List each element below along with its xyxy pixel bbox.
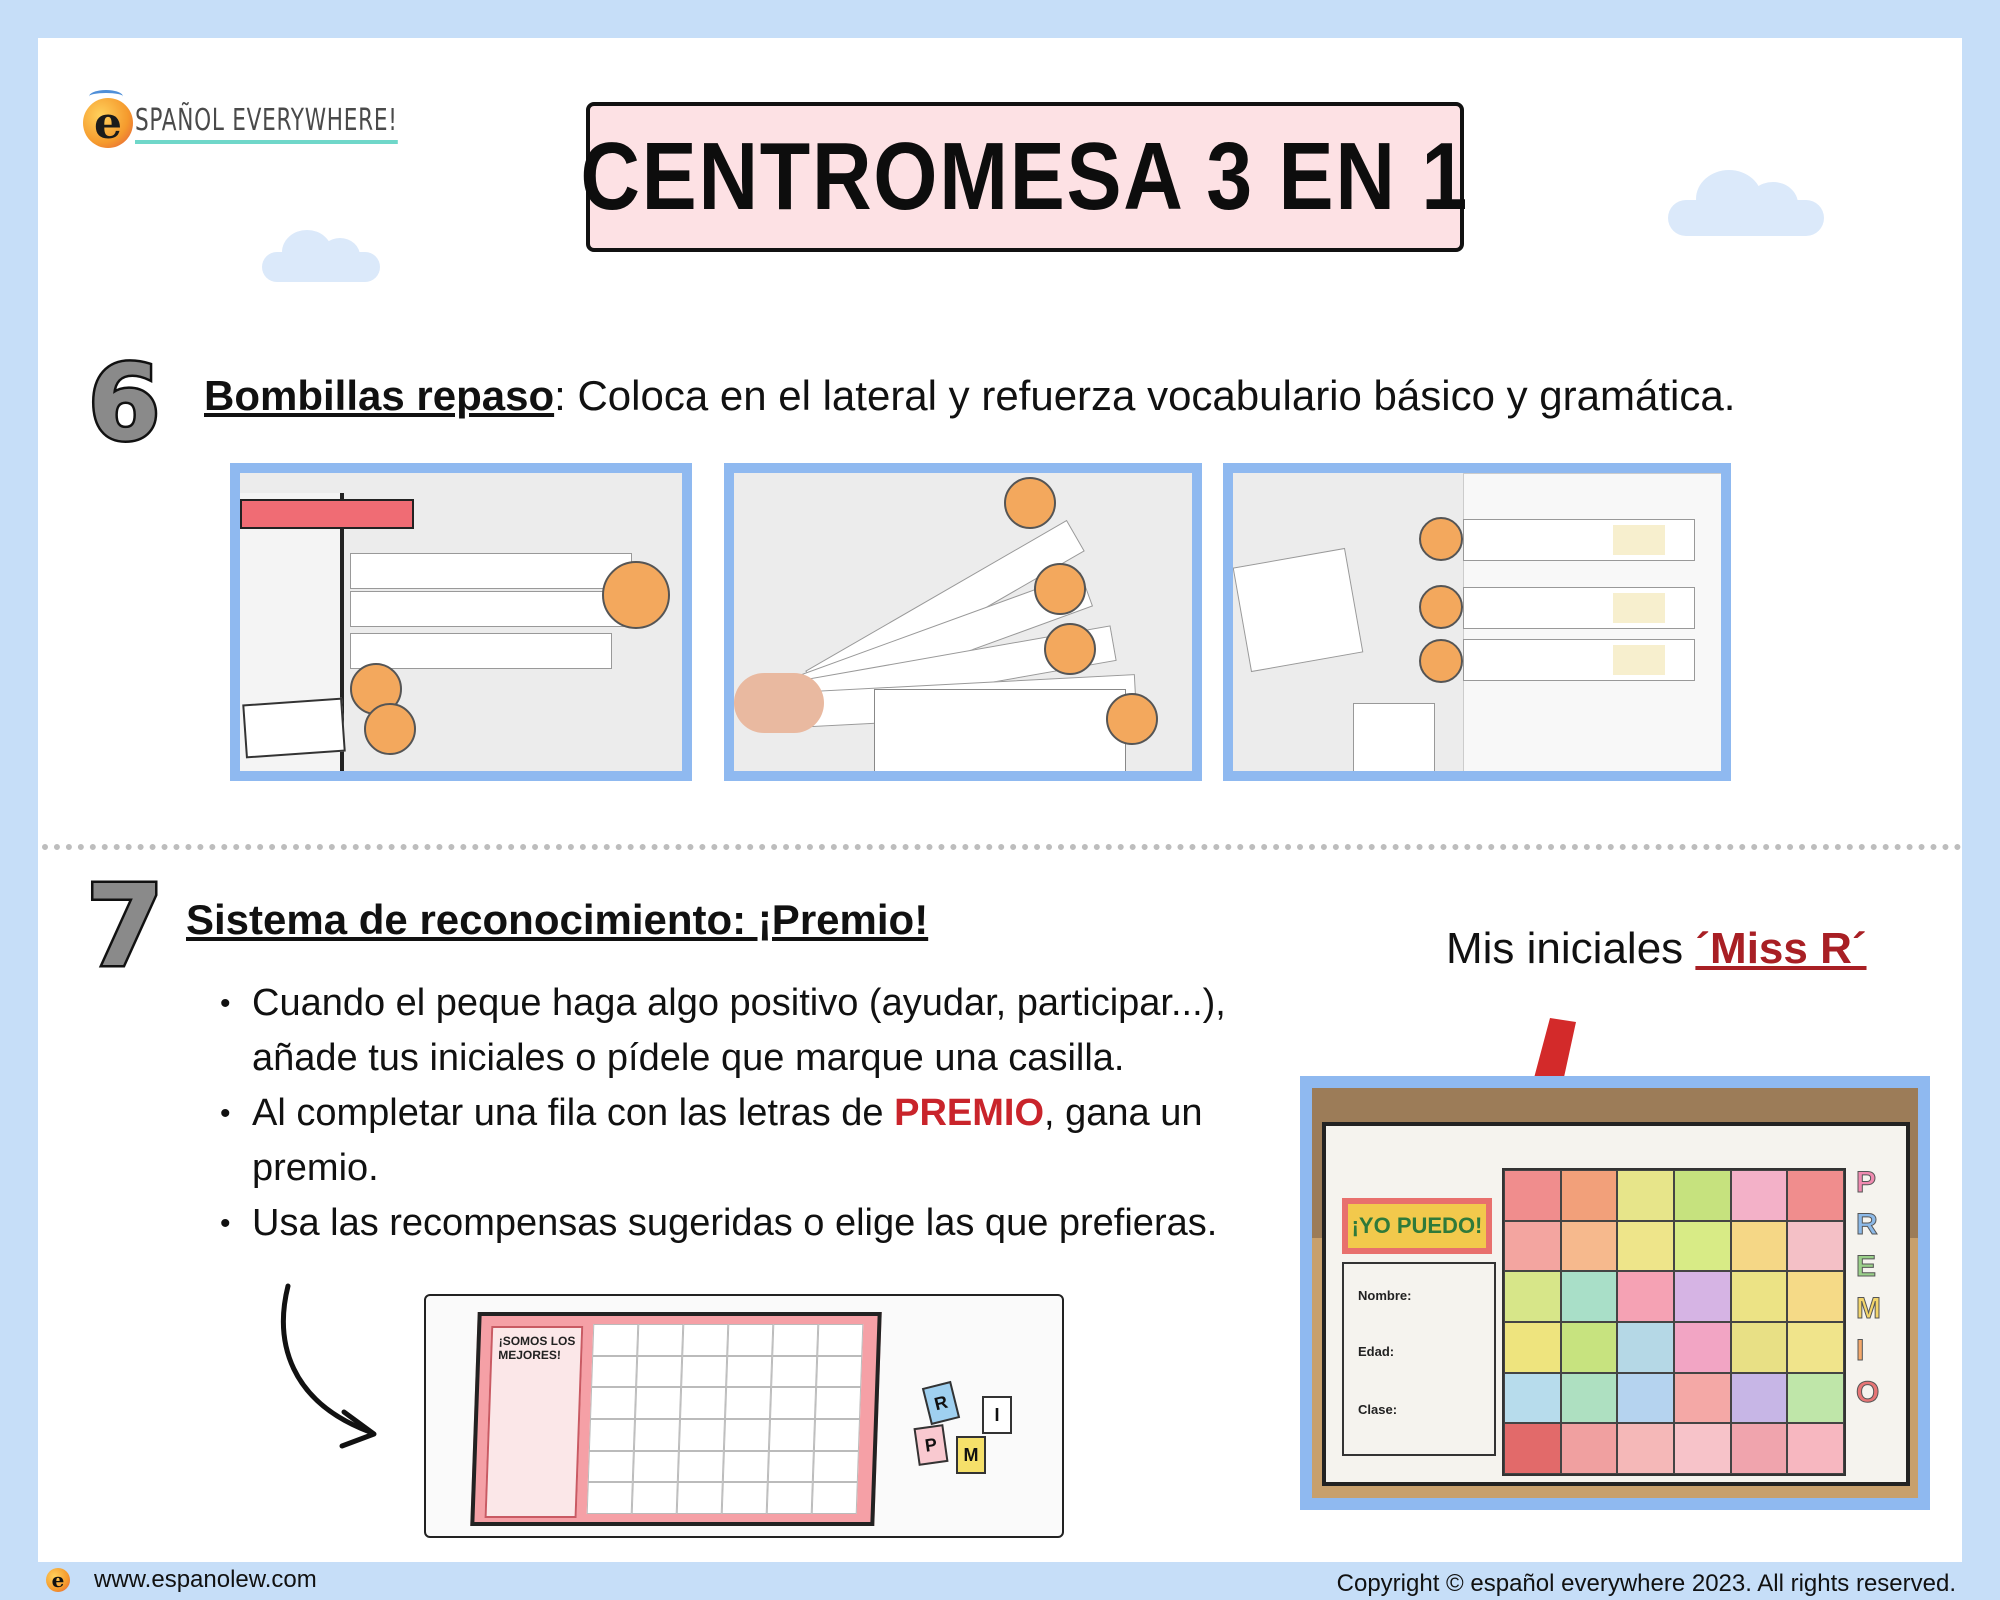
card-p: P — [914, 1424, 949, 1466]
letter-o: O — [1856, 1376, 1880, 1409]
bullet-item-2 — [252, 1086, 1302, 1196]
initials-caption — [1446, 924, 1867, 974]
board-premio-letters — [1856, 1166, 1896, 1410]
letter-e: E — [1856, 1250, 1877, 1283]
letter-r: R — [1856, 1208, 1878, 1241]
board-banner: ¡YO PUEDO! — [1342, 1198, 1492, 1254]
board-age-label: Edad: — [1358, 1344, 1395, 1359]
letter-p: P — [1856, 1166, 1877, 1199]
step6-description: : Coloca en el lateral y refuerza vocabulario básico y gramática. — [554, 372, 1736, 419]
board-class-label: Clase: — [1358, 1402, 1398, 1417]
step7-heading: Sistema de reconocimiento: ¡Premio! — [186, 896, 929, 943]
photo-bombillas-flat — [1223, 463, 1731, 781]
initials-prefix: Mis iniciales — [1446, 924, 1696, 973]
step-number-6: 6 — [88, 342, 161, 464]
bullet2-text-after: , gana un premio. — [252, 1092, 1203, 1189]
step7-bullet-list — [252, 976, 1302, 1251]
card-r: R — [922, 1381, 960, 1425]
bullet2-text-before: Al completar una fila con las letras de — [252, 1092, 895, 1134]
photo-bombillas-fan — [724, 463, 1202, 781]
card-m: M — [956, 1436, 986, 1474]
letter-m: M — [1856, 1292, 1881, 1325]
step6-heading: Bombillas repaso — [204, 372, 555, 419]
letter-cards — [916, 1376, 1046, 1516]
step6-text — [204, 372, 1735, 420]
thumb-banner-panel — [485, 1326, 584, 1518]
card-i: I — [982, 1396, 1012, 1434]
footer-copyright: Copyright © español everywhere 2023. All rights reserved. — [1336, 1570, 1956, 1597]
board-grid — [1502, 1168, 1846, 1476]
thumb-grid — [587, 1324, 864, 1514]
thumb-banner: ¡SOMOS LOS MEJORES! — [497, 1334, 576, 1362]
cloud-decoration-right — [1668, 200, 1824, 236]
premio-highlight: PREMIO — [894, 1092, 1045, 1134]
thumb-board — [470, 1312, 881, 1526]
step-number-7: 7 — [86, 862, 164, 992]
photo-bombillas-side — [230, 463, 692, 781]
footer-url-link[interactable]: www.espanolew.com — [94, 1566, 317, 1593]
brand-logo[interactable] — [83, 98, 500, 148]
bullet-item-3: • Usa las recompensas sugeridas o elige las que prefieras. — [252, 1196, 1302, 1251]
board-name-label: Nombre: — [1358, 1288, 1412, 1303]
section-divider — [42, 844, 1962, 850]
footer-logo-icon: e — [46, 1568, 70, 1592]
letter-i: I — [1856, 1334, 1865, 1367]
page-title: CENTROMESA 3 EN 1 — [580, 123, 1470, 230]
photo-yo-puedo-board — [1300, 1076, 1930, 1510]
footer-left — [46, 1566, 317, 1594]
initials-value: ´Miss R´ — [1695, 924, 1867, 973]
title-box — [580, 102, 1470, 252]
curved-arrow-icon — [270, 1282, 390, 1452]
photo-premio-board-thumbnail — [424, 1294, 1064, 1538]
board-paper — [1322, 1122, 1910, 1486]
logo-mark: e — [83, 98, 133, 148]
cloud-decoration-left — [262, 252, 380, 282]
bullet-item-1: • Cuando el peque haga algo positivo (ayudar, participar...), añade tus iniciales o pídele que marque una casilla. — [252, 976, 1302, 1086]
logo-text: SPAÑOL EVERYWHERE! — [135, 103, 398, 144]
